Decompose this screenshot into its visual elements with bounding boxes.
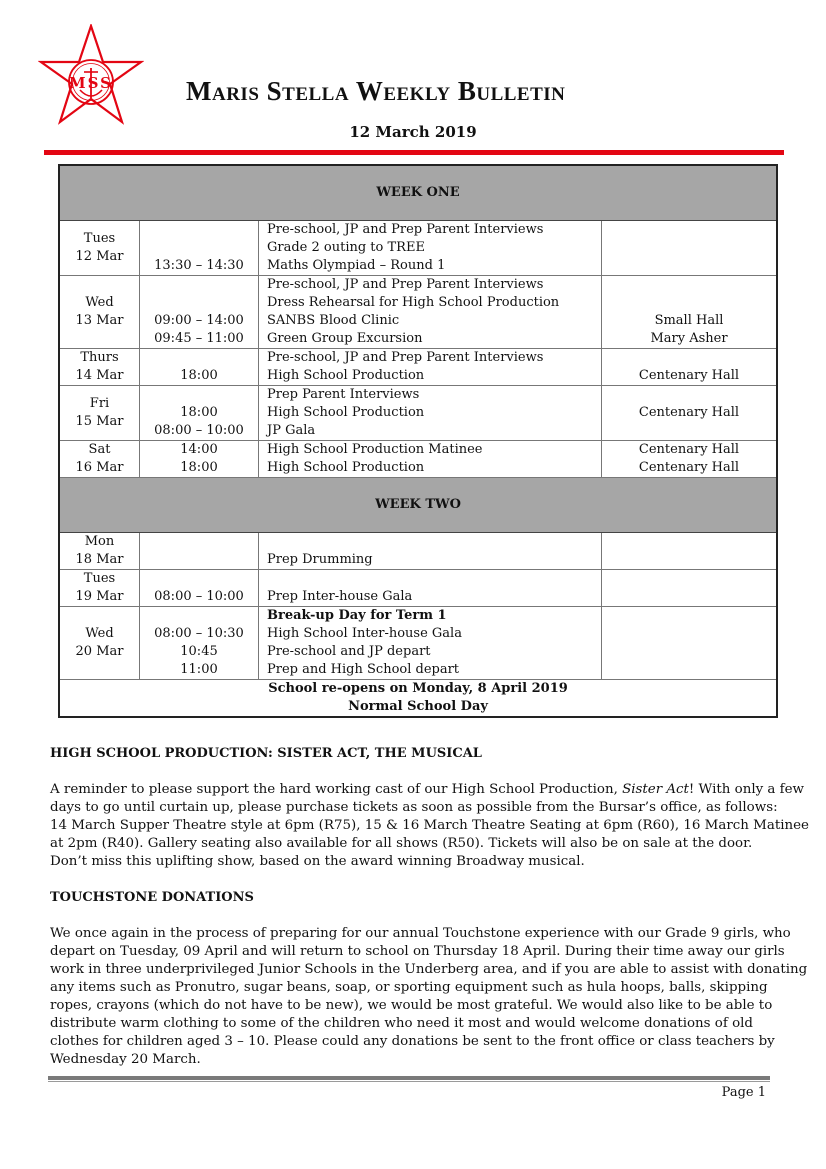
bulletin-title: Maris Stella Weekly Bulletin — [186, 76, 566, 106]
week-header-row — [59, 478, 777, 533]
event-cell: Prep Drumming — [259, 533, 602, 570]
table-row — [59, 349, 777, 386]
event-cell: Pre-school, JP and Prep Parent Interviews Grade 2 outing to TREE Maths Olympiad – Round 1 — [259, 221, 602, 276]
page-number: Page 1 — [721, 1085, 766, 1100]
venue-cell: Centenary Hall — [602, 386, 778, 441]
touchstone-line: distribute warm clothing to some of the children who need it most and would welcome donations of old — [50, 1016, 753, 1031]
time-cell: 13:30 – 14:30 — [140, 221, 259, 276]
venue-cell — [602, 221, 778, 276]
venue-cell: Centenary Hall Centenary Hall — [602, 441, 778, 478]
event-cell: Pre-school, JP and Prep Parent Interviews Dress Rehearsal for High School Production SANBS Blood Clinic Green Group Excursion — [259, 276, 602, 349]
production-line: Don’t miss this uplifting show, based on the award winning Broadway musical. — [50, 854, 585, 869]
production-line: at 2pm (R40). Gallery seating also available for all shows (R50). Tickets will also be on sale at the door. — [50, 836, 753, 851]
day-cell: Wed 20 Mar — [59, 607, 140, 680]
footer-divider-thin — [48, 1081, 770, 1082]
time-cell: 18:00 08:00 – 10:00 — [140, 386, 259, 441]
day-cell: Wed 13 Mar — [59, 276, 140, 349]
schedule-table — [58, 164, 778, 718]
production-paragraph — [50, 781, 809, 871]
table-row — [59, 386, 777, 441]
bulletin-date: 12 March 2019 — [349, 123, 477, 141]
time-cell: 18:00 — [140, 349, 259, 386]
production-heading: HIGH SCHOOL PRODUCTION: SISTER ACT, THE MUSICAL — [50, 746, 482, 761]
production-line: days to go until curtain up, please purchase tickets as soon as possible from the Bursar’s office, as follows: — [50, 800, 778, 815]
touchstone-line: Wednesday 20 March. — [50, 1052, 201, 1067]
header-divider — [44, 150, 784, 155]
time-cell: 14:00 18:00 — [140, 441, 259, 478]
week-header: WEEK TWO — [59, 478, 777, 533]
table-row — [59, 276, 777, 349]
week-header-row — [59, 165, 777, 221]
table-row — [59, 221, 777, 276]
time-cell — [140, 533, 259, 570]
week-header: WEEK ONE — [59, 165, 777, 221]
day-cell: Fri 15 Mar — [59, 386, 140, 441]
time-cell: 08:00 – 10:30 10:45 11:00 — [140, 607, 259, 680]
touchstone-line: work in three underprivileged Junior Schools in the Underberg area, and if you are able to assist with donating — [50, 962, 808, 977]
touchstone-line: clothes for children aged 3 – 10. Please could any donations be sent to the front office or class teachers by — [50, 1034, 775, 1049]
venue-cell — [602, 570, 778, 607]
time-cell: 09:00 – 14:00 09:45 – 11:00 — [140, 276, 259, 349]
touchstone-line: depart on Tuesday, 09 April and will return to school on Thursday 18 April. During their time away our girls — [50, 944, 785, 959]
table-row — [59, 607, 777, 680]
day-cell: Mon 18 Mar — [59, 533, 140, 570]
touchstone-paragraph — [50, 925, 808, 1069]
touchstone-line: ropes, crayons (which do not have to be new), we would be most grateful. We would also like to be able to — [50, 998, 773, 1013]
venue-cell: Small Hall Mary Asher — [602, 276, 778, 349]
table-row — [59, 441, 777, 478]
reopen-notice: School re-opens on Monday, 8 April 2019 Normal School Day — [59, 680, 777, 718]
touchstone-line: We once again in the process of preparing for our annual Touchstone experience with our Grade 9 girls, who — [50, 926, 791, 941]
day-cell: Thurs 14 Mar — [59, 349, 140, 386]
event-cell: Prep Inter-house Gala — [259, 570, 602, 607]
day-cell: Tues 19 Mar — [59, 570, 140, 607]
table-row — [59, 533, 777, 570]
day-cell: Sat 16 Mar — [59, 441, 140, 478]
time-cell: 08:00 – 10:00 — [140, 570, 259, 607]
touchstone-heading: TOUCHSTONE DONATIONS — [50, 890, 254, 905]
event-cell: Prep Parent Interviews High School Production JP Gala — [259, 386, 602, 441]
table-row — [59, 570, 777, 607]
logo-letters: MSS — [69, 74, 113, 92]
table-footer-row — [59, 680, 777, 718]
touchstone-line: any items such as Pronutro, sugar beans, soap, or sporting equipment such as hula hoops, balls, skipping — [50, 980, 768, 995]
venue-cell — [602, 607, 778, 680]
event-cell: Pre-school, JP and Prep Parent Interviews High School Production — [259, 349, 602, 386]
venue-cell: Centenary Hall — [602, 349, 778, 386]
venue-cell — [602, 533, 778, 570]
event-cell: Break-up Day for Term 1 High School Inter-house Gala Pre-school and JP depart Prep and High School depart — [259, 607, 602, 680]
footer-divider — [48, 1076, 770, 1080]
production-line: A reminder to please support the hard working cast of our High School Production, Sister Act! With only a few — [50, 782, 805, 797]
production-line: 14 March Supper Theatre style at 6pm (R75), 15 & 16 March Theatre Seating at 6pm (R60), 16 March Matinee — [50, 818, 809, 833]
day-cell: Tues 12 Mar — [59, 221, 140, 276]
event-cell: High School Production Matinee High School Production — [259, 441, 602, 478]
school-logo-star-icon — [38, 24, 144, 128]
